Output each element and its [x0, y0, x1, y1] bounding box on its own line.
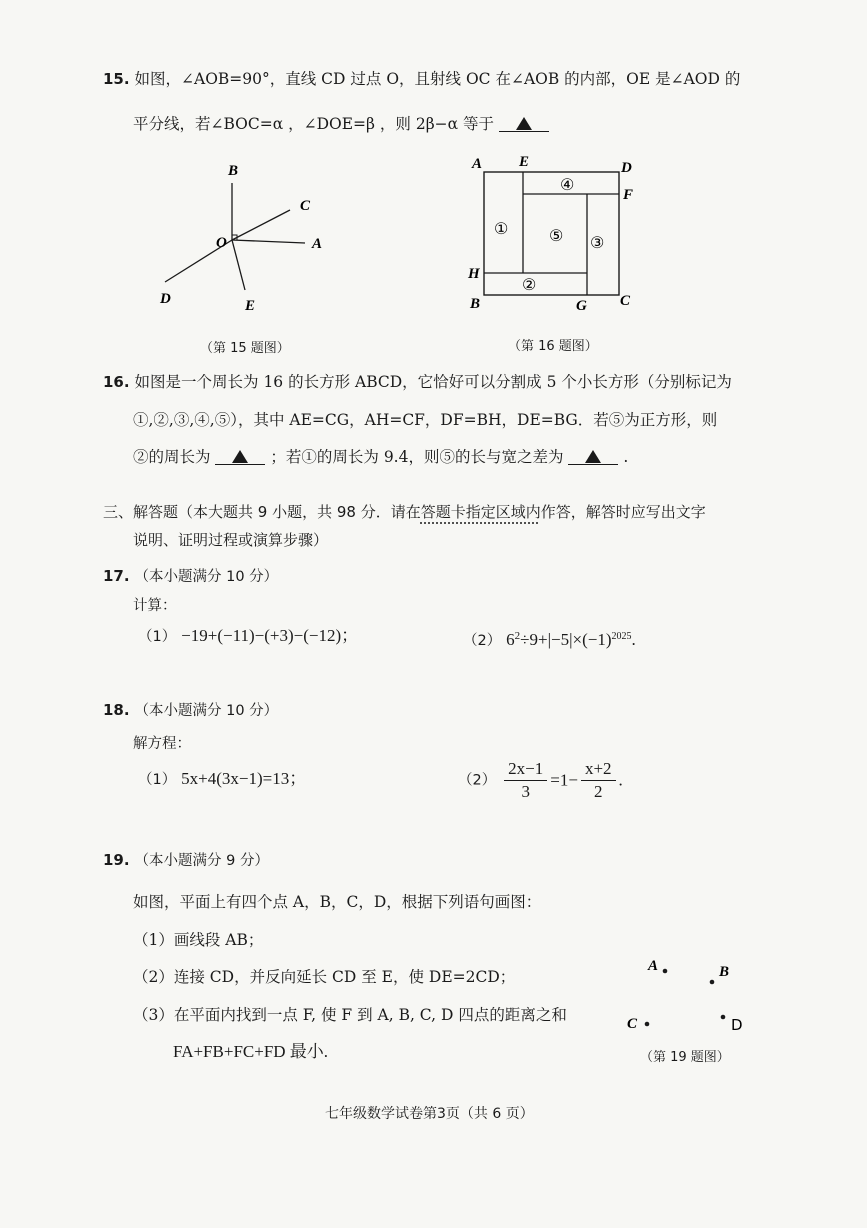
answer-triangle-icon: [585, 450, 601, 463]
q15-text-line1: 如图，∠AOB=90°，直线 CD 过点 O，且射线 OC 在∠AOB 的内部，OE 是∠AOD 的: [134, 70, 741, 88]
q18-p2-label: （2）: [458, 772, 497, 789]
q17-p1-expr: −19+(−11)−(+3)−(−12)；: [181, 626, 359, 645]
q18-part2: [458, 758, 623, 803]
q19-step1: （1）画线段 AB；: [133, 931, 264, 949]
q18-instruction: 解方程：: [133, 736, 191, 752]
region-1: ①: [494, 221, 509, 238]
q19-step3b: FA+FB+FC+FD 最小.: [173, 1042, 329, 1061]
page-footer: 七年级数学试卷第3页（共 6 页）: [325, 1106, 534, 1122]
ray-oe: [232, 240, 245, 290]
q18-p1-expr: 5x+4(3x−1)=13；: [181, 769, 307, 788]
label-c: C: [300, 198, 311, 214]
q19-header: [103, 849, 269, 872]
q18-p2-end: .: [618, 770, 623, 790]
label-c16: C: [620, 293, 631, 309]
q19-step3: （3）在平面内找到一点 F, 使 F 到 A, B, C, D 四点的距离之和: [133, 1006, 567, 1024]
q15-number: 15.: [103, 70, 130, 88]
q15-line2: [133, 113, 549, 135]
label-b: B: [228, 163, 239, 179]
q18-p2-num2: x+2: [581, 758, 616, 781]
region-3: ③: [590, 235, 605, 252]
q18-p2-frac1: [504, 758, 547, 803]
figure-19: [615, 950, 765, 1040]
answer-triangle-icon: [232, 450, 248, 463]
figure-16: [460, 150, 650, 315]
q17-part2: [463, 625, 636, 652]
q18-p1-label: （1）: [138, 772, 177, 788]
q17-p2-label: （2）: [463, 633, 502, 650]
q17-p2-expr-b: ÷9+|−5|×(−1): [520, 630, 612, 650]
q18-p2-den1: 3: [521, 782, 530, 801]
q18-p2-den2: 2: [594, 782, 603, 801]
q18-header: [103, 699, 278, 722]
label-g16: G: [576, 298, 587, 314]
section3-line2: [133, 529, 328, 551]
point-b: [710, 980, 715, 985]
label-a: A: [312, 236, 323, 252]
label-a16: A: [472, 156, 483, 172]
label-e16: E: [519, 154, 530, 170]
q16-number: 16.: [103, 373, 130, 391]
q17-number: 17.: [103, 567, 130, 585]
q17-instruction: 计算：: [133, 598, 177, 614]
q18-number: 18.: [103, 701, 130, 719]
q18-part1: [138, 768, 306, 791]
q19-intro: 如图，平面上有四个点 A，B，C，D，根据下列语句画图：: [133, 893, 542, 911]
label-d16: D: [621, 160, 632, 176]
answer-triangle-icon: [516, 117, 532, 130]
figure-15: [150, 155, 350, 320]
label-d19: D: [731, 1016, 743, 1034]
label-o: O: [216, 235, 227, 251]
q15-fig-caption: （第 15 题图）: [200, 341, 290, 356]
q18-p2-mid: =1−: [550, 770, 578, 790]
q16-text-line3b: ；若①的周长为 9.4，则⑤的长与宽之差为: [270, 448, 564, 466]
point-c: [645, 1022, 650, 1027]
q17-score: （本小题满分 10 分）: [134, 569, 279, 585]
label-b19: B: [719, 964, 730, 980]
q16-line2: [133, 409, 717, 431]
q18-p2-num1: 2x−1: [504, 758, 547, 781]
q16-answer-blank-1: [215, 446, 265, 465]
q17-header: [103, 565, 278, 588]
point-d: [721, 1015, 726, 1020]
q19-fig-caption: （第 19 题图）: [640, 1050, 730, 1065]
section3-text-b: 答题卡指定区域内: [420, 503, 541, 521]
q16-line1: [103, 371, 732, 393]
label-e: E: [245, 298, 256, 314]
q16-text-line3a: ②的周长为: [133, 448, 211, 466]
q17-part1: [138, 625, 358, 648]
q16-fig-caption: （第 16 题图）: [508, 339, 598, 354]
section3-text-a: 三、解答题（本大题共 9 小题，共 98 分．请在: [103, 503, 421, 521]
label-d: D: [160, 291, 171, 307]
q16-text-line2: ①,②,③,④,⑤），其中 AE=CG，AH=CF，DF=BH，DE=BG．若⑤为正方形，则: [133, 411, 718, 429]
label-c19: C: [627, 1016, 638, 1032]
q18-score: （本小题满分 10 分）: [134, 703, 279, 719]
q15-text-line2: 平分线，若∠BOC=α ，∠DOE=β ，则 2β−α 等于: [133, 115, 495, 133]
q17-p1-label: （1）: [138, 629, 177, 645]
label-f16: F: [623, 187, 634, 203]
ray-oc: [232, 210, 290, 240]
point-a: [663, 969, 668, 974]
region-4: ④: [560, 177, 575, 194]
label-b16: B: [470, 296, 481, 312]
label-a19: A: [648, 958, 659, 974]
q18-p2-frac2: [581, 758, 616, 803]
region-2: ②: [522, 277, 537, 294]
q19-step2: （2）连接 CD，并反向延长 CD 至 E，使 DE=2CD；: [133, 968, 516, 986]
label-h16: H: [468, 266, 480, 282]
region-5: ⑤: [549, 228, 564, 245]
q16-answer-blank-2: [568, 446, 618, 465]
q16-line3: [133, 446, 628, 468]
q17-p2-sup2: 2025: [611, 631, 632, 642]
q17-p2-sup1: 2: [514, 630, 521, 642]
q15-answer-blank: [499, 113, 549, 132]
q16-text-line3c: .: [623, 448, 629, 466]
q16-text-line1: 如图是一个周长为 16 的长方形 ABCD，它恰好可以分割成 5 个小长方形（分别标记为: [134, 373, 732, 391]
section3-text-2: 说明、证明过程或演算步骤）: [133, 531, 329, 549]
q17-p2-expr-a: 6: [506, 630, 515, 650]
section3-text-c: 作答，解答时应写出文字: [540, 503, 706, 521]
q19-number: 19.: [103, 851, 130, 869]
q19-score: （本小题满分 9 分）: [134, 853, 269, 869]
q17-p2-end: .: [631, 630, 636, 650]
section3-line1: [103, 501, 706, 523]
q15-line1: [103, 68, 740, 90]
ray-oa: [232, 240, 305, 243]
